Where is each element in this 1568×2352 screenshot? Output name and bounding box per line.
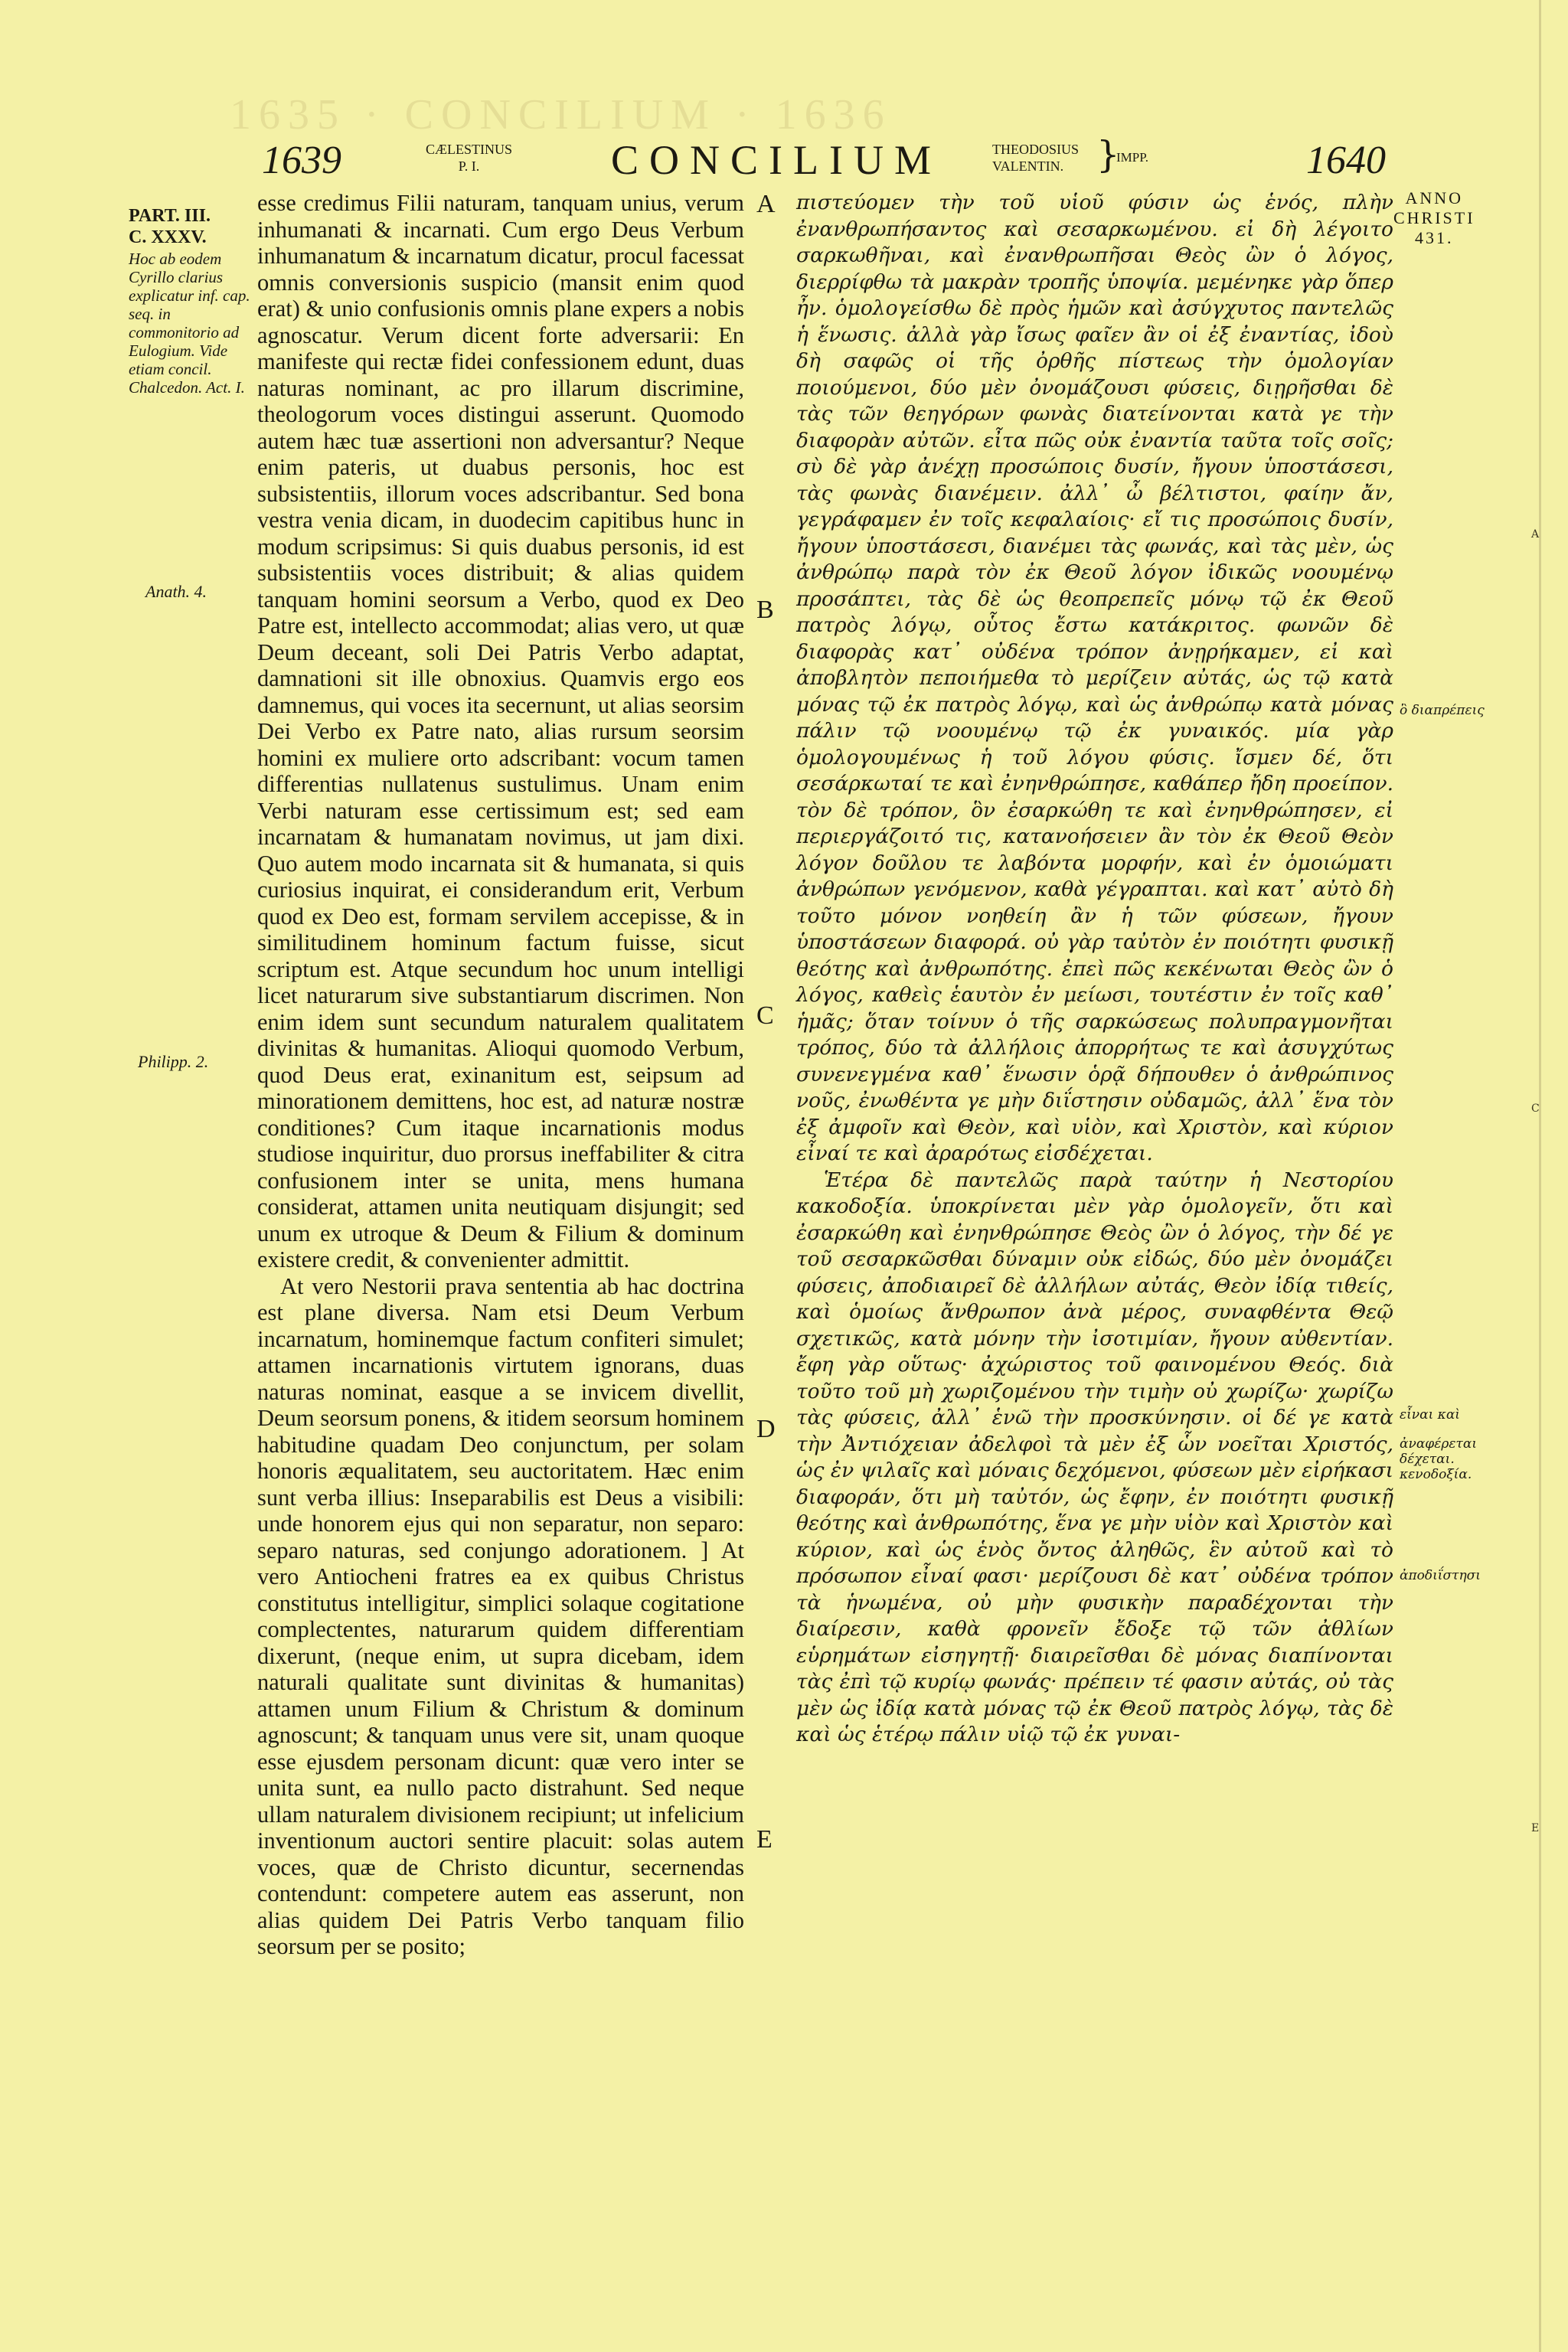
- greek-column: [796, 190, 1393, 1749]
- page-header: [0, 130, 1568, 199]
- latin-paragraph-1: esse credimus Filii naturam, tanquam unius, verum inhumanati & incarnati. Cum ergo Deus Verbum inhumanatum & incarnatum dicatur, procul facessat omnis conversionis suspicio (mansit enim quod erat) & unio confusionis omnis plane expers a nobis agnoscatur. Verum dicent forte adversarii: En manifeste qui rectæ fidei confessionem edunt, duas naturas nominant, ac pro illarum discrimine, theologorum voces distingui asserunt. Quomodo autem hæc tuæ assertioni non adversantur? Neque enim pateris, ut duabus personis, hoc est subsistentiis, illorum voces adscribantur. Sed bona vestra venia dicam, in duodecim capitibus hunc in modum scripsimus: Si quis duabus personis, id est subsistentiis voces distribuit; & alias quidem tanquam homini seorsum a Verbo, quod ex Deo Patre est, intellecto accommodat; alias vero, ut quæ Deum deceant, soli Dei Patris Verbo adaptat, damnationi sit ille obnoxius. Quamvis ergo eos damnemus, qui voces ita secernunt, ut alias seorsim Dei Verbo ex Patre nato, alias rursum seorsim homini ex muliere orto adscribant: vocum tamen differentias nullatenus sustulimus. Unam enim Verbi naturam esse certissimum est; sed eam incarnatam & humanatam novimus, ut jam dixi. Quo autem modo incarnata sit & humanata, si quis curiosius inquirat, ei considerandum erit, Verbum quod ex Deo est, formam servilem accepisse, & in similitudinem hominum factum fuisse, sicut scriptum est. Atque secundum hoc unum intelligi licet naturarum sive substantiarum discrimen. Non enim idem sunt secundum naturalem qualitatem divinitas & humanitas. Alioqui quomodo Verbum, quod Deus erat, exinanitum est, seipsum ad minorationem demittens, hoc est, ad naturæ nostræ conditiones? Cum itaque incarnationis modus studiose inquiritur, duo prorsus ineffabiliter & citra confusionem inter se unita, mens humana considerat, attamen unita neutiquam disjungit; sed unum ex utroque & Deum & Filium & dominum existere credit, & convenienter admittit.: [257, 190, 744, 1272]
- anathema-reference: Anath. 4.: [145, 582, 207, 601]
- anno-word: ANNO: [1405, 188, 1464, 207]
- next-page-bleed-2: C: [1531, 1102, 1540, 1115]
- section-letter-e: E: [756, 1825, 773, 1854]
- latin-column: [257, 190, 744, 1960]
- pope-heading: [426, 141, 512, 175]
- section-letter-d: D: [756, 1415, 776, 1443]
- christi-word: CHRISTI: [1393, 208, 1475, 227]
- margin-note: Hoc ab eodem Cyrillo clarius explicatur inf. cap. seq. in commonitorio ad Eulogium. Vide etiam concil. Chalcedon. Act. I.: [129, 250, 250, 397]
- year-number: 431.: [1415, 228, 1454, 247]
- section-letter-a: A: [756, 190, 776, 218]
- page-number-right: 1640: [1306, 139, 1386, 182]
- emperor-2: VALENTIN.: [992, 158, 1064, 174]
- next-page-bleed-3: E: [1531, 1822, 1540, 1834]
- philippians-reference: Philipp. 2.: [138, 1052, 209, 1071]
- greek-paragraph-1: πιστεύομεν τὴν τοῦ υἱοῦ φύσιν ὡς ἑνός, πλὴν ἐνανθρωπήσαντος καὶ σεσαρκωμένου. εἰ δὴ λέγοιτο σαρκωθῆναι, καὶ ἐνανθρωπῆσαι Θεὸς ὢν ὁ λόγος, διερρίφθω τὰ μακρὰν τροπῆς ὑποψία. μεμένηκε γὰρ ὅπερ ἦν. ὁμολογείσθω δὲ πρὸς ἡμῶν καὶ ἀσύγχυτος παντελῶς ἡ ἕνωσις. ἀλλὰ γὰρ ἴσως φαῖεν ἂν οἱ ἐξ ἐναντίας, ἰδοὺ δὴ σαφῶς οἱ τῆς ὀρθῆς πίστεως τὴν ὁμολογίαν ποιούμενοι, δύο μὲν ὀνομάζουσι φύσεις, διῃρῆσθαι δὲ τὰς τῶν θεηγόρων φωνὰς διατείνονται κατὰ γε τὴν διαφορὰν αὐτῶν. εἶτα πῶς οὐκ ἐναντία ταῦτα τοῖς σοῖς; σὺ δὲ γὰρ ἀνέχῃ προσώποις δυσίν, ἤγουν ὑποστάσεσι, τὰς φωνὰς διανέμειν. ἀλλ᾽ ὦ βέλτιστοι, φαίην ἄν, γεγράφαμεν ἐν τοῖς κεφαλαίοις· εἴ τις προσώποις δυσίν, ἤγουν ὑποστάσεσι, διανέμει τὰς φωνάς, καὶ τὰς μὲν, ὡς ἀνθρώπῳ παρὰ τὸν ἐκ Θεοῦ λόγον ἰδικῶς νοουμένῳ προσάπτει, τὰς δὲ ὡς θεοπρεπεῖς μόνῳ τῷ ἐκ Θεοῦ πατρὸς λόγῳ, οὗτος ἔστω κατάκριτος. φωνῶν δὲ διαφορὰς κατ᾽ οὐδένα τρόπον ἀνῃρήκαμεν, εἰ καὶ ἀποβλητὸν πεποιήμεθα τὸ μερίζειν αὐτάς, ὡς τῷ κατὰ μόνας τῷ ἐκ πατρὸς λόγῳ, καὶ ὡς ἀνθρώπῳ κατὰ μόνας πάλιν τῷ νοουμένῳ τῷ ἐκ γυναικός. μία γὰρ ὁμολογουμένως ἡ τοῦ λόγου φύσις. ἴσμεν δέ, ὅτι σεσάρκωταί τε καὶ ἐνηνθρώπησε, καθάπερ ἤδη προείπον. τὸν δὲ τρόπον, ὃν ἐσαρκώθη τε καὶ ἐνηνθρώπησεν, εἰ περιεργάζοιτό τις, κατανοήσειεν ἂν τὸν ἐκ Θεοῦ Θεὸν λόγον δοῦλου τε λαβόντα μορφήν, καὶ ἐν ὁμοιώματι ἀνθρώπων γενόμενον, καθὰ γέγραπται. καὶ κατ᾽ αὐτὸ δὴ τοῦτο μόνον νοηθείη ἂν ἡ τῶν φύσεων, ἤγουν ὑποστάσεων διαφορά. οὐ γὰρ ταὐτὸν ἐν ποιότητι φυσικῇ θεότης καὶ ἀνθρωπότης. ἐπεὶ πῶς κεκένωται Θεὸς ὢν ὁ λόγος, καθεὶς ἑαυτὸν ἐν μείωσι, τουτέστιν ἐν τοῖς καθ᾽ ἡμᾶς; ὅταν τοίνυν ὁ τῆς σαρκώσεως πολυπραγμονῆται τρόπος, δύο τὰ ἀλλήλοις ἀπορρήτως τε καὶ ἀσυγχύτως συνενεγμένα καθ᾽ ἕνωσιν ὁρᾷ δήπουθεν ὁ ἀνθρώπινος νοῦς, ἐνωθέντα γε μὴν διΐστησιν οὐδαμῶς, ἀλλ᾽ ἕνα τὸν ἐξ ἀμφοῖν καὶ Θεὸν, καὶ υἱὸν, καὶ Χριστὸν, καὶ κύριον εἶναί τε καὶ ἀραρότως εἰσδέχεται.: [796, 191, 1393, 1165]
- next-page-bleed-1: A: [1531, 528, 1540, 541]
- part-label: PART. III.: [129, 206, 211, 226]
- anno-christi: [1393, 188, 1475, 248]
- greek-margin-note-3: ἀναφέρεται δέχεται. κενοδοξία.: [1400, 1436, 1477, 1482]
- emperors-brace: }: [1096, 133, 1120, 176]
- pope-name: CÆLESTINUS: [426, 142, 513, 157]
- page-number-left: 1639: [262, 139, 341, 182]
- page-edge-shadow: [1539, 0, 1541, 2352]
- section-letter-c: C: [756, 1001, 774, 1030]
- emperor-1: THEODOSIUS: [992, 142, 1080, 157]
- greek-paragraph-2: Ἑτέρα δὲ παντελῶς παρὰ ταύτην ἡ Νεστορίου κακοδοξία. ὑποκρίνεται μὲν γὰρ ὁμολογεῖν, ὅτι καὶ ἐσαρκώθη καὶ ἐνηνθρώπησε Θεὸς ὢν ὁ λόγος, τὴν δέ γε τοῦ σεσαρκῶσθαι δύναμιν οὐκ εἰδώς, δύο μὲν ὀνομάζει φύσεις, ἀποδιαιρεῖ δὲ ἀλλήλων αὐτάς, Θεὸν ἰδίᾳ τιθείς, καὶ ὁμοίως ἄνθρωπον ἀνὰ μέρος, συναφθέντα Θεῷ σχετικῶς, κατὰ μόνην τὴν ἰσοτιμίαν, ἤγουν αὐθεντίαν. ἔφη γὰρ οὕτως· ἀχώριστος τοῦ φαινομένου Θεός. διὰ τοῦτο τοῦ μὴ χωριζομένου τὴν τιμὴν οὐ χωρίζω· χωρίζω τὰς φύσεις, ἀλλ᾽ ἑνῶ τὴν προσκύνησιν. οἱ δέ γε κατὰ τὴν Ἀντιόχειαν ἀδελφοὶ τὰ μὲν ἐξ ὧν νοεῖται Χριστός, ὡς ἐν ψιλαῖς καὶ μόναις δεχόμενοι, φύσεων μὲν εἰρήκασι διαφοράν, ὅτι μὴ ταὐτόν, ὡς ἔφην, ἐν ποιότητι φυσικῇ θεότης καὶ ἀνθρωπότης, ἕνα γε μὴν υἱὸν καὶ Χριστὸν καὶ κύριον, καὶ ὡς ἑνὸς ὄντος ἀληθῶς, ἓν αὐτοῦ καὶ τὸ πρόσωπον εἶναί φασι· μερίζουσι δὲ κατ᾽ οὐδένα τρόπον τὰ ἡνωμένα, οὐ μὴν φυσικὴν παραδέχονται τὴν διαίρεσιν, καθὰ φρονεῖν ἔδοξε τῷ τῶν ἀθλίων εὑρημάτων εἰσηγητῇ· διαιρεῖσθαι δὲ μόνας διαπίνονται τὰς ἐπὶ τῷ κυρίῳ φωνάς· πρέπειν τέ φασιν αὐτάς, οὐ τὰς μὲν ὡς ἰδίᾳ κατὰ μόνας τῷ ἐκ Θεοῦ πατρὸς λόγῳ, τὰς δὲ καὶ ὡς ἑτέρῳ πάλιν υἱῷ τῷ ἐκ γυναι-: [796, 1168, 1393, 1746]
- left-margin-notes: [129, 205, 251, 397]
- impp-label: IMPP.: [1116, 150, 1149, 165]
- pope-number: P. I.: [458, 158, 480, 174]
- greek-margin-note-1: ὃ διαπρέπεις: [1400, 703, 1485, 718]
- chapter-label: C. XXXV.: [129, 227, 207, 247]
- section-letter-b: B: [756, 596, 774, 624]
- emperors-heading: [992, 141, 1079, 175]
- greek-margin-note-4: ἀποδιΐστησι: [1400, 1568, 1481, 1583]
- greek-margin-note-2: εἶναι καὶ: [1400, 1407, 1460, 1423]
- page-title: CONCILIUM: [611, 137, 942, 183]
- show-through-running-head: 1635 · CONCILIUM · 1636: [230, 91, 892, 139]
- latin-paragraph-2: At vero Nestorii prava sententia ab hac doctrina est plane diversa. Nam etsi Deum Verbum incarnatum, hominemque factum confiteri simulet; attamen incarnationis virtutem ignorans, duas naturas nominat, easque a se invicem divellit, Deum seorsum ponens, & itidem seorsum hominem habitudine quadam Deo conjunctum, per solam honoris æqualitatem, seu auctoritatem. Hæc enim sunt verba illius: Inseparabilis est Deus a visibili: unde honorem ejus qui non separatur, non separo: separo naturas, sed conjungo adorationem. ] At vero Antiocheni fratres ea ex quibus Christus constitutus intelligitur, simplici solaque cogitatione complectentes, naturarum quidem differentiam dixerunt, (neque enim, ut supra dicebam, idem naturali qualitate sunt divinitas & humanitas) attamen unum Filium & Christum & dominum agnoscunt; & tanquam unus vere sit, unam quoque esse ejusdem personam dicunt: quæ vero inter se unita sunt, ea nullo pacto distrahunt. Sed neque ullam naturalem divisionem recipiunt; ut infelicium inventionum auctori sentire placuit: solas autem voces, quæ de Christo dicuntur, secernendas contendunt: competere autem eas asserunt, non alias quidem Dei Patris Verbo tanquam filio seorsum per se posito;: [257, 1272, 744, 1959]
